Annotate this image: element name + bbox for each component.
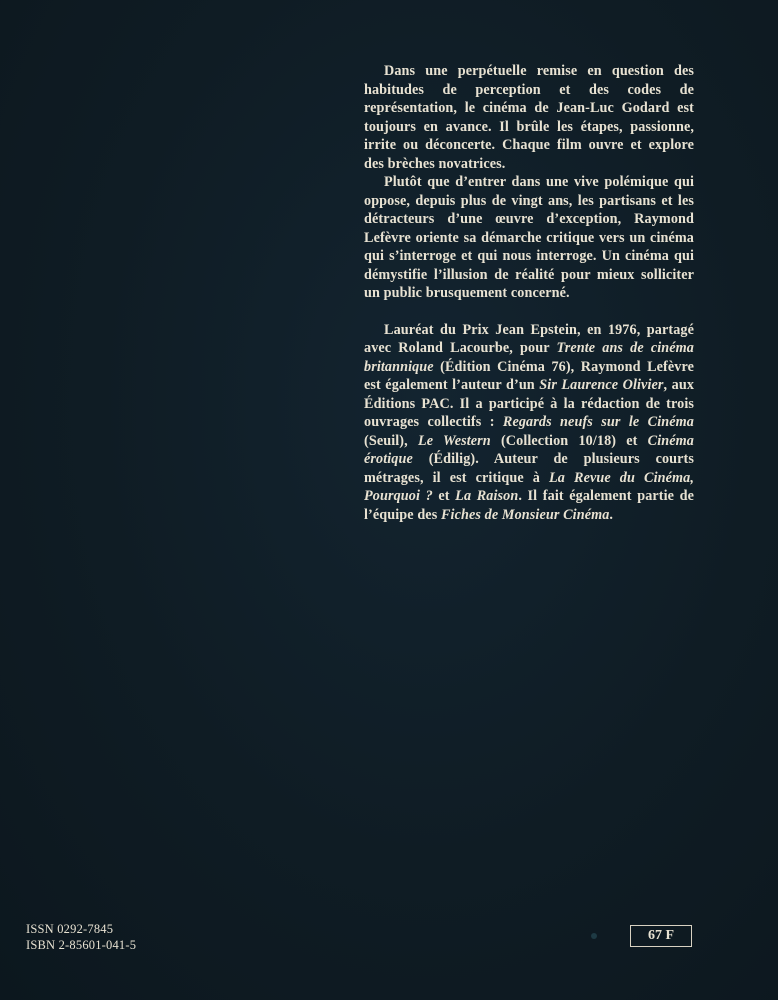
book-title: Cinéma érotique bbox=[364, 432, 694, 467]
issn-code: ISSN 0292-7845 bbox=[26, 922, 114, 936]
isbn-code: ISBN 2-85601-041-5 bbox=[26, 938, 137, 952]
blurb-paragraph-1: Dans une perpétuelle remise en question des habitudes de perception et des codes de représentation, le cinéma de Jean-Luc Godard est toujours en avance. Il brûle les étapes, passionne, irrite ou déconcerte. Chaque film ouvre et explore des brèches novatrices. bbox=[364, 63, 694, 172]
bio-text: et bbox=[432, 488, 456, 504]
book-title: Le Western bbox=[417, 432, 491, 449]
book-title: Sir Laurence Olivier bbox=[539, 377, 664, 393]
author-bio bbox=[364, 321, 694, 525]
cover-text-column bbox=[364, 62, 694, 524]
price-box bbox=[630, 925, 692, 947]
bio-text: (Seuil), bbox=[364, 432, 418, 449]
publication-codes bbox=[26, 921, 136, 953]
publication-title: Fiches de Monsieur Cinéma bbox=[440, 506, 610, 523]
bio-text: Lauréat du Prix Jean Epstein, en 1976, partagé avec Roland Lacourbe, pour bbox=[364, 321, 694, 356]
book-title: Trente ans de cinéma britannique bbox=[364, 340, 695, 375]
blurb-paragraph-2: Plutôt que d’entrer dans une vive polémique qui oppose, depuis plus de vingt ans, les partisans et les détracteurs d’une œuvre d’exception, Raymond Lefèvre oriente sa démarche critique vers un cinéma qui s’interroge et qui nous interroge. Un cinéma qui démystifie l’illusion de réalité pour mieux solliciter un public brusquement concerné. bbox=[364, 174, 694, 301]
bio-text: . Il fait également partie de l’équipe des bbox=[364, 488, 695, 523]
bio-text: (Édilig). Auteur de plusieurs courts métrages, il est critique à bbox=[364, 451, 694, 486]
print-speck bbox=[591, 933, 597, 939]
price-label: 67 F bbox=[647, 928, 675, 943]
bio-text: (Édition Cinéma 76), Raymond Lefèvre est également l’auteur d’un bbox=[364, 358, 694, 393]
publication-title: La Revue du Cinéma, Pourquoi ? bbox=[364, 469, 694, 504]
bio-text: , aux Éditions PAC. Il a participé à la rédaction de trois ouvrages collectifs : bbox=[364, 377, 695, 430]
book-title: Regards neufs sur le Cinéma bbox=[502, 414, 694, 430]
bio-text: (Collection 10/18) et bbox=[490, 432, 648, 449]
publication-title: La Raison bbox=[455, 488, 519, 504]
bio-text: . bbox=[609, 506, 614, 523]
